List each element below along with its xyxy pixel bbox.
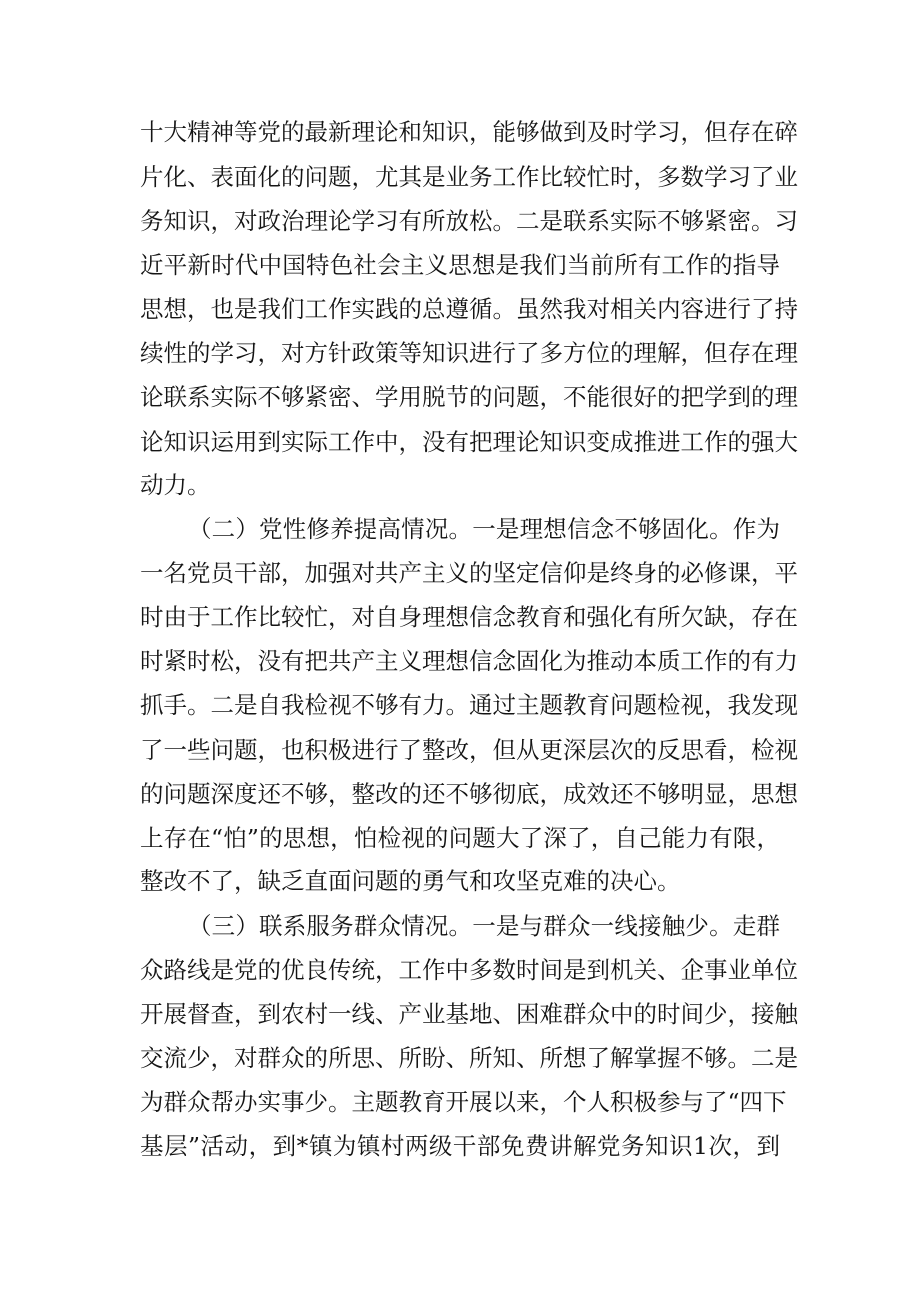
text-line: 一名党员干部，加强对共产主义的坚定信仰是终身的必修课，平 (140, 559, 798, 587)
text-line: 开展督查，到农村一线、产业基地、困难群众中的时间少，接触 (140, 1000, 798, 1028)
text-line: 抓手。二是自我检视不够有力。通过主题教育问题检视，我发现 (140, 691, 798, 719)
text-line: 整改不了，缺乏直面问题的勇气和攻坚克难的决心。 (140, 867, 681, 895)
text-line: 论联系实际不够紧密、学用脱节的问题，不能很好的把学到的理 (140, 383, 798, 411)
text-line: 的问题深度还不够，整改的还不够彻底，成效还不够明显，思想 (140, 780, 798, 808)
text-line: 时由于工作比较忙，对自身理想信念教育和强化有所欠缺，存在 (140, 603, 798, 631)
text-line: 思想，也是我们工作实践的总遵循。虽然我对相关内容进行了持 (140, 295, 798, 323)
text-line: 动力。 (140, 471, 211, 499)
text-line: 续性的学习，对方针政策等知识进行了多方位的理解，但存在理 (140, 339, 798, 367)
text-line: 基层”活动，到*镇为镇村两级干部免费讲解党务知识1次，到 (140, 1132, 780, 1160)
text-line: 时紧时松，没有把共产主义理想信念固化为推动本质工作的有力 (140, 647, 798, 675)
text-line: （二）党性修养提高情况。一是理想信念不够固化。作为 (188, 515, 780, 543)
text-line: 近平新时代中国特色社会主义思想是我们当前所有工作的指导 (140, 251, 780, 279)
text-line: 论知识运用到实际工作中，没有把理论知识变成推进工作的强大 (140, 428, 798, 456)
text-line: （三）联系服务群众情况。一是与群众一线接触少。走群 (188, 912, 780, 940)
text-line: 交流少，对群众的所思、所盼、所知、所想了解掌握不够。二是 (140, 1044, 798, 1072)
text-line: 了一些问题，也积极进行了整改，但从更深层次的反思看，检视 (140, 736, 798, 764)
text-line: 为群众帮办实事少。主题教育开展以来，个人积极参与了“四下 (140, 1088, 787, 1116)
text-line: 众路线是党的优良传统，工作中多数时间是到机关、企事业单位 (140, 956, 798, 984)
text-line: 务知识，对政治理论学习有所放松。二是联系实际不够紧密。习 (140, 207, 798, 235)
text-line: 上存在“怕”的思想，怕检视的问题大了深了，自己能力有限， (140, 824, 780, 852)
text-line: 片化、表面化的问题，尤其是业务工作比较忙时，多数学习了业 (140, 163, 798, 191)
text-line: 十大精神等党的最新理论和知识，能够做到及时学习，但存在碎 (140, 118, 798, 146)
